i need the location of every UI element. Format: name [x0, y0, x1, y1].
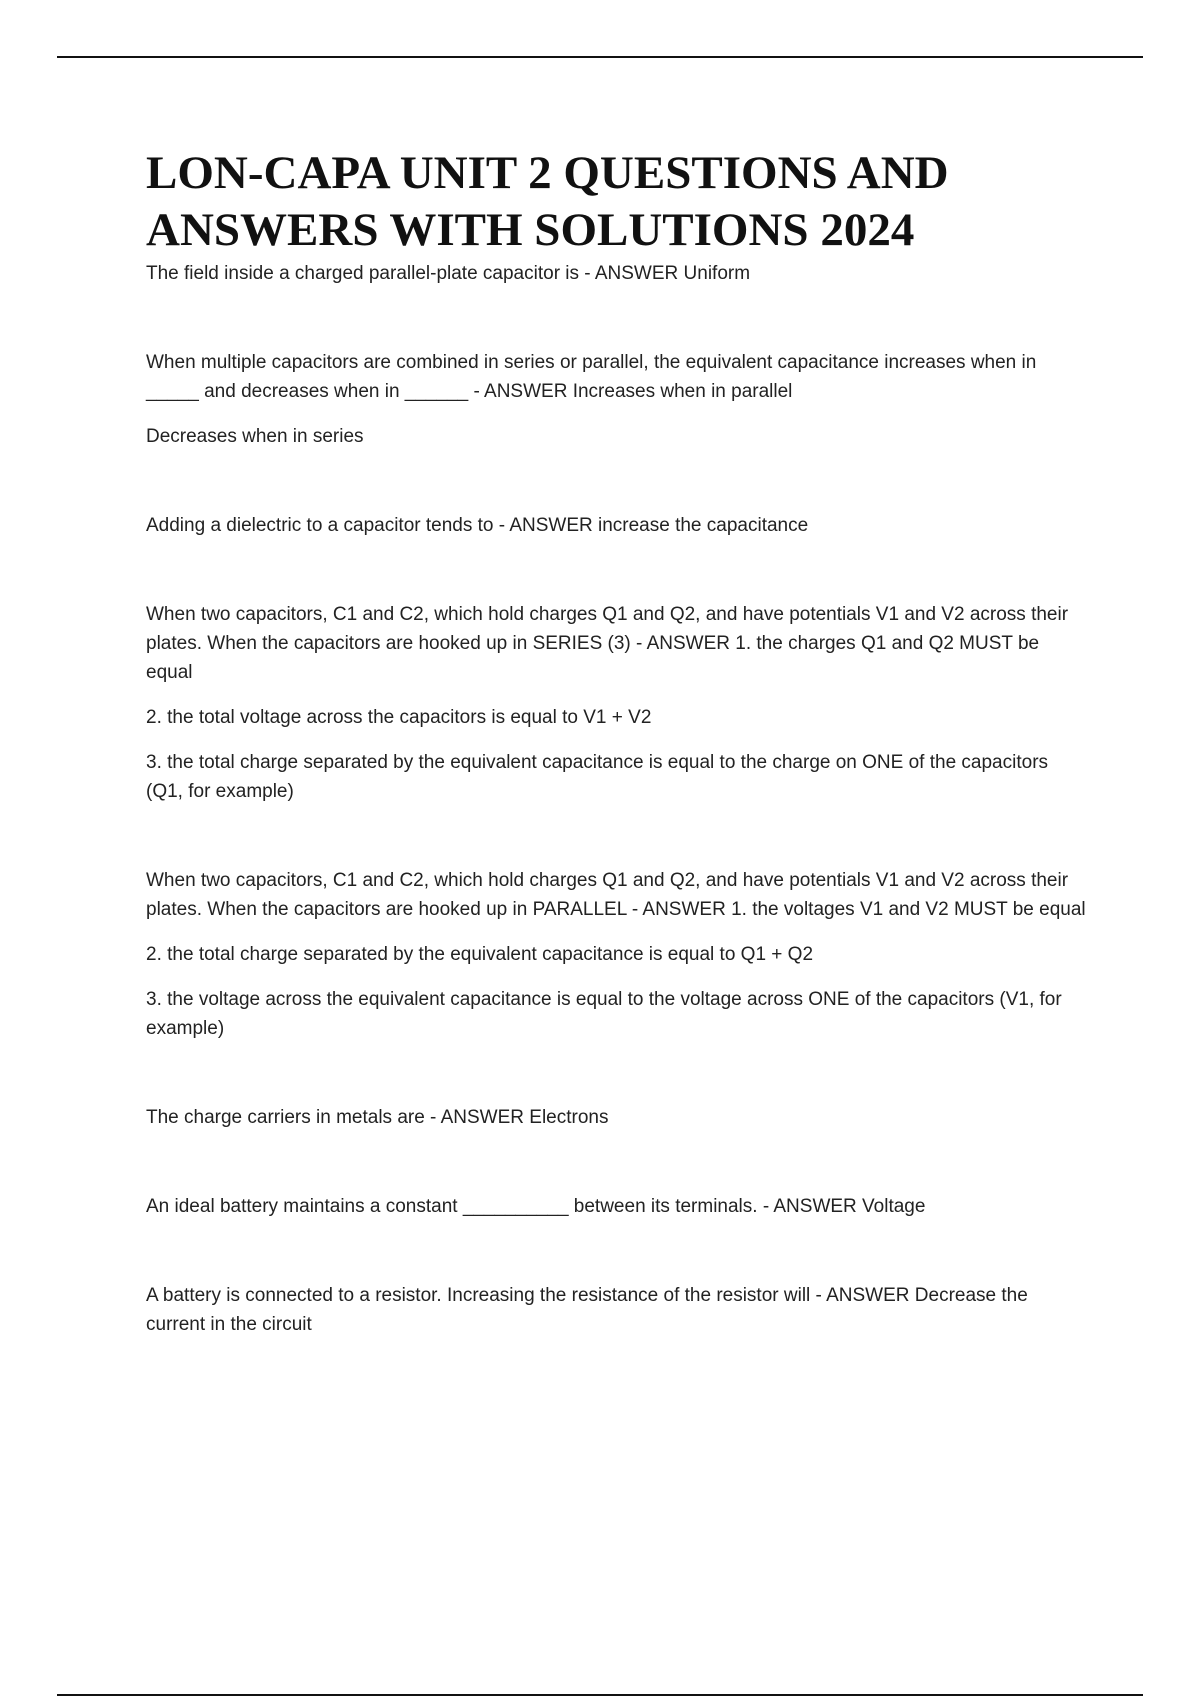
qa-item [146, 259, 1086, 288]
top-divider [57, 56, 1143, 58]
qa-item [146, 866, 1086, 1043]
qa-item [146, 511, 1086, 540]
qa-question: Adding a dielectric to a capacitor tends to - ANSWER increase the capacitance [146, 515, 809, 536]
qa-answer-line: 2. the total voltage across the capacitors is equal to V1 + V2 [146, 707, 652, 728]
qa-item [146, 1192, 1086, 1221]
qa-question: When two capacitors, C1 and C2, which hold charges Q1 and Q2, and have potentials V1 and V2 across their plates. When the capacitors are hooked up in SERIES (3) - ANSWER 1. the charges Q1 and Q2 MUST be equal [146, 604, 1069, 683]
qa-item [146, 348, 1086, 451]
qa-question: When two capacitors, C1 and C2, which hold charges Q1 and Q2, and have potentials V1 and V2 across their plates. When the capacitors are hooked up in PARALLEL - ANSWER 1. the voltages V1 and V2 MUST be equal [146, 870, 1086, 920]
qa-question: An ideal battery maintains a constant __________ between its terminals. - ANSWER Voltage [146, 1196, 926, 1217]
qa-question: The charge carriers in metals are - ANSWER Electrons [146, 1107, 609, 1128]
qa-item [146, 1281, 1086, 1339]
qa-answer-line: Decreases when in series [146, 426, 364, 447]
qa-answer-line: 3. the total charge separated by the equivalent capacitance is equal to the charge on ONE of the capacitors (Q1, for example) [146, 752, 1049, 802]
qa-question: The field inside a charged parallel-plate capacitor is - ANSWER Uniform [146, 263, 751, 284]
document-title: LON-CAPA UNIT 2 QUESTIONS AND ANSWERS WITH SOLUTIONS 2024 [146, 147, 949, 256]
qa-answer-line: 2. the total charge separated by the equivalent capacitance is equal to Q1 + Q2 [146, 944, 814, 965]
qa-list [146, 259, 1086, 1339]
qa-item [146, 1103, 1086, 1132]
document-body [146, 145, 1086, 1339]
qa-item [146, 600, 1086, 806]
bottom-divider [57, 1694, 1143, 1696]
qa-answer-line: 3. the voltage across the equivalent capacitance is equal to the voltage across ONE of the capacitors (V1, for example) [146, 989, 1062, 1039]
qa-question: When multiple capacitors are combined in series or parallel, the equivalent capacitance increases when in _____ and decreases when in ______ - ANSWER Increases when in parallel [146, 352, 1037, 402]
qa-question: A battery is connected to a resistor. Increasing the resistance of the resistor will - ANSWER Decrease the current in the circuit [146, 1285, 1028, 1335]
